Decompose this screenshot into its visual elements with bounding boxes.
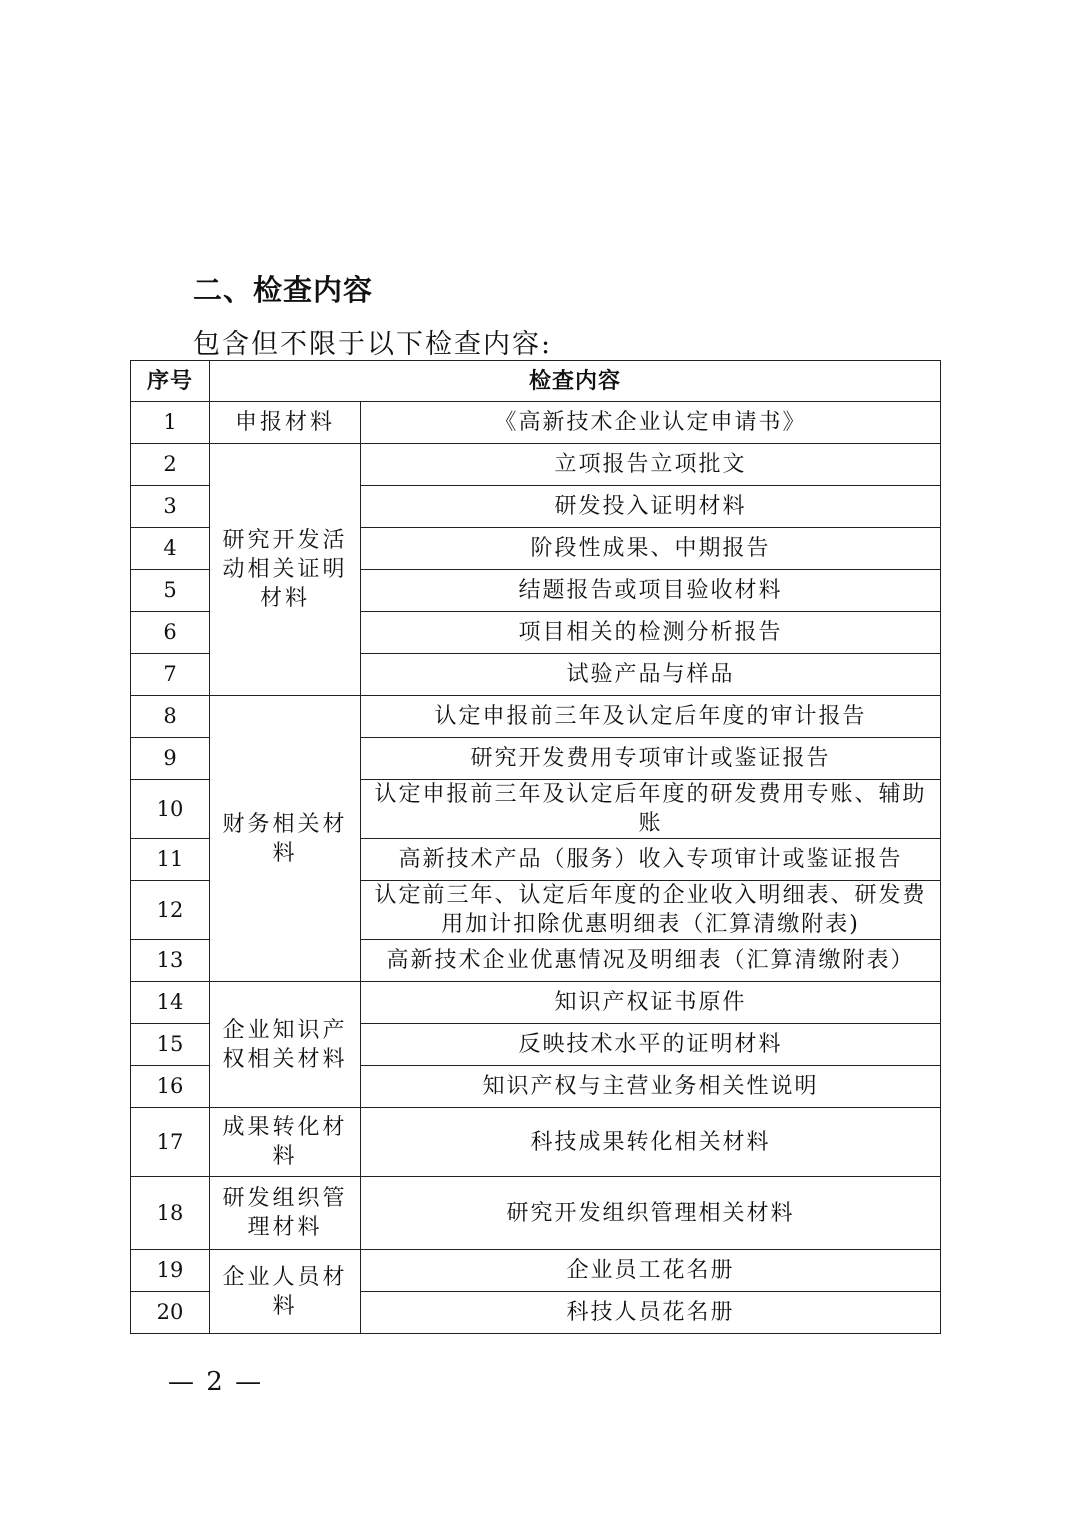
header-content: 检查内容: [210, 361, 941, 402]
row-number: 7: [131, 654, 210, 696]
category-cell: 成果转化材料: [210, 1108, 361, 1177]
item-cell: 阶段性成果、中期报告: [361, 528, 941, 570]
item-cell: 认定申报前三年及认定后年度的审计报告: [361, 696, 941, 738]
item-cell: 高新技术产品（服务）收入专项审计或鉴证报告: [361, 839, 941, 881]
row-number: 4: [131, 528, 210, 570]
item-cell: 科技人员花名册: [361, 1292, 941, 1334]
row-number: 12: [131, 881, 210, 940]
item-cell: 高新技术企业优惠情况及明细表（汇算清缴附表）: [361, 940, 941, 982]
item-cell: 《高新技术企业认定申请书》: [361, 402, 941, 444]
row-number: 16: [131, 1066, 210, 1108]
row-number: 19: [131, 1250, 210, 1292]
item-cell: 研究开发费用专项审计或鉴证报告: [361, 738, 941, 780]
category-cell: 研究开发活动相关证明材料: [210, 444, 361, 696]
row-number: 18: [131, 1177, 210, 1250]
row-number: 8: [131, 696, 210, 738]
item-cell: 科技成果转化相关材料: [361, 1108, 941, 1177]
category-cell: 研发组织管理材料: [210, 1177, 361, 1250]
header-number: 序号: [131, 361, 210, 402]
table-row: [131, 402, 941, 444]
item-cell: 项目相关的检测分析报告: [361, 612, 941, 654]
table-row: [131, 1108, 941, 1177]
table-row: [131, 696, 941, 738]
row-number: 20: [131, 1292, 210, 1334]
table-header-row: [131, 361, 941, 402]
intro-text: 包含但不限于以下检查内容:: [193, 329, 553, 360]
category-cell: 财务相关材料: [210, 696, 361, 982]
section-heading: 二、检查内容: [193, 273, 374, 307]
row-number: 2: [131, 444, 210, 486]
item-cell: 企业员工花名册: [361, 1250, 941, 1292]
row-number: 11: [131, 839, 210, 881]
category-cell: 企业人员材料: [210, 1250, 361, 1334]
table-row: [131, 1177, 941, 1250]
item-cell: 知识产权与主营业务相关性说明: [361, 1066, 941, 1108]
row-number: 15: [131, 1024, 210, 1066]
row-number: 14: [131, 982, 210, 1024]
item-cell: 研究开发组织管理相关材料: [361, 1177, 941, 1250]
row-number: 9: [131, 738, 210, 780]
item-cell: 试验产品与样品: [361, 654, 941, 696]
item-cell: 认定申报前三年及认定后年度的研发费用专账、辅助账: [361, 780, 941, 839]
row-number: 5: [131, 570, 210, 612]
page-number: — 2 —: [168, 1367, 264, 1397]
row-number: 13: [131, 940, 210, 982]
table-row: [131, 444, 941, 486]
inspection-table: [130, 360, 941, 1334]
item-cell: 反映技术水平的证明材料: [361, 1024, 941, 1066]
table-row: [131, 1250, 941, 1292]
item-cell: 立项报告立项批文: [361, 444, 941, 486]
table-row: [131, 982, 941, 1024]
item-cell: 研发投入证明材料: [361, 486, 941, 528]
item-cell: 结题报告或项目验收材料: [361, 570, 941, 612]
item-cell: 认定前三年、认定后年度的企业收入明细表、研发费用加计扣除优惠明细表（汇算清缴附表): [361, 881, 941, 940]
row-number: 17: [131, 1108, 210, 1177]
category-cell: 申报材料: [210, 402, 361, 444]
row-number: 6: [131, 612, 210, 654]
row-number: 10: [131, 780, 210, 839]
row-number: 1: [131, 402, 210, 444]
row-number: 3: [131, 486, 210, 528]
item-cell: 知识产权证书原件: [361, 982, 941, 1024]
category-cell: 企业知识产权相关材料: [210, 982, 361, 1108]
